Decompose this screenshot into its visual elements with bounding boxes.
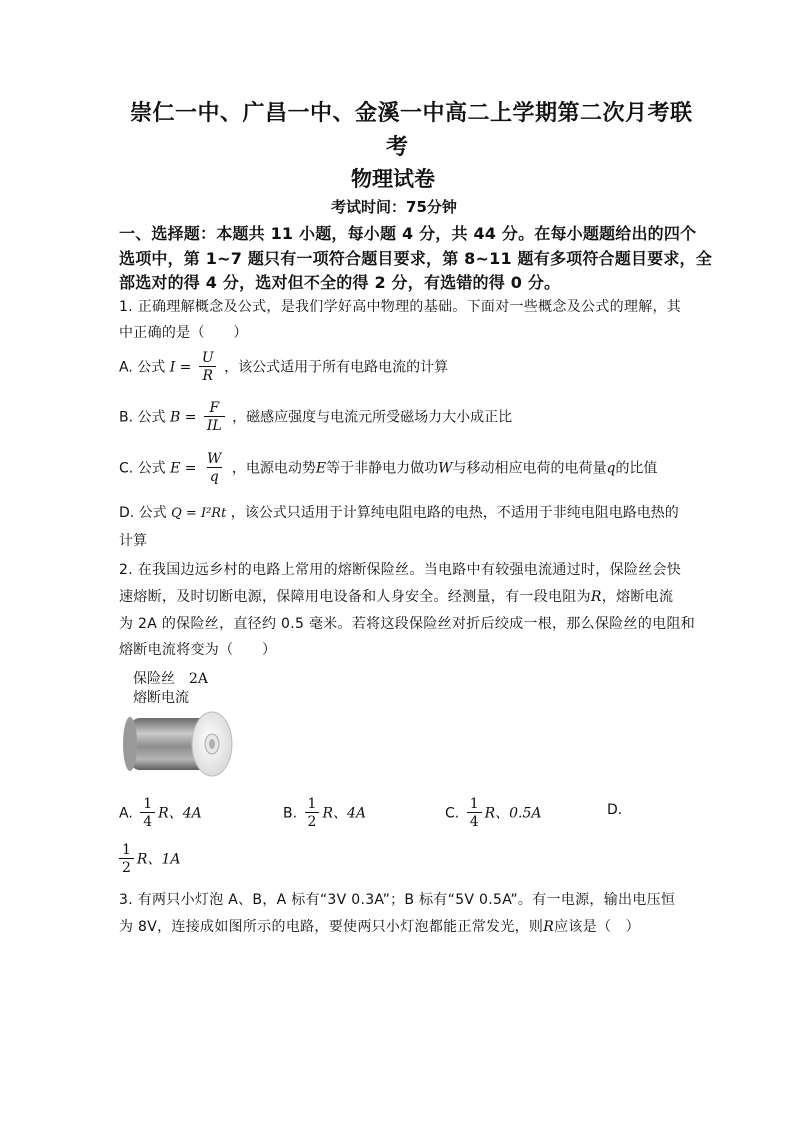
- figure-label-fuse: 保险丝 2A: [133, 671, 209, 687]
- section-instructions-line-1: 一、选择题：本题共 11 小题，每小题 4 分，共 44 分。在每小题题给出的四个: [119, 224, 697, 243]
- fraction-numerator: U: [201, 350, 214, 366]
- option-b-value: R、4A: [322, 805, 366, 822]
- option-a-fraction: [140, 796, 155, 831]
- option-c-text-3: 与移动相应电荷的电荷量: [452, 460, 607, 477]
- option-d-fraction: [119, 842, 134, 877]
- q2-option-a: [119, 796, 202, 831]
- subject-title: 物理试卷: [351, 167, 435, 191]
- spool-back-flange: [123, 717, 137, 771]
- q3-line2-text: 为 8V，连接成如图所示的电路，要使两只小灯泡都能正常发光，则: [119, 919, 544, 935]
- q2-option-d: [119, 842, 180, 877]
- option-b-text: ，磁感应强度与电流元所受磁场力大小成正比: [232, 409, 513, 426]
- option-a-prefix: A. 公式: [119, 359, 166, 376]
- formula-c-lhs: E =: [170, 460, 197, 477]
- option-d-text: ，该公式只适用于计算纯电阻电路的电热，不适用于非纯电阻电路电热的: [230, 505, 679, 521]
- option-d-prefix: D. 公式: [119, 505, 167, 521]
- fraction-denominator: IL: [204, 416, 225, 435]
- formula-b-fraction: [204, 400, 225, 435]
- option-c-fraction: [467, 796, 482, 831]
- fraction-denominator: q: [207, 467, 222, 486]
- fraction-denominator: 4: [467, 812, 482, 831]
- spool-hole: [209, 739, 215, 749]
- q2-option-b: [283, 796, 366, 831]
- figure-label-current: 熔断电流: [133, 690, 189, 706]
- q1-option-b: [119, 400, 512, 435]
- q2-stem-line-1: 2. 在我国边远乡村的电路上常用的熔断保险丝。当电路中有较强电流通过时，保险丝会快: [119, 562, 682, 578]
- page-title: 崇仁一中、广昌一中、金溪一中高二上学期第二次月考联: [130, 101, 693, 126]
- q2-stem-line-3: 为 2A 的保险丝，直径约 0.5 毫米。若将这段保险丝对折后绞成一根，那么保险丝的电阻和: [119, 616, 696, 632]
- formula-b-lhs: B =: [169, 409, 197, 426]
- q1-stem-line-2: 中正确的是（ ）: [119, 325, 248, 341]
- q2-stem-line-2: [119, 586, 673, 606]
- q2-stem-line-4: 熔断电流将变为（ ）: [119, 642, 277, 658]
- fraction-denominator: 4: [140, 812, 155, 831]
- page-title-continuation: 考: [386, 135, 409, 160]
- var-q: q: [606, 460, 616, 477]
- formula-c-fraction: [204, 451, 224, 486]
- option-c-text-4: 的比值: [615, 460, 658, 477]
- option-b-prefix: B. 公式: [119, 409, 166, 426]
- option-b-fraction: [305, 796, 320, 831]
- option-c-label: C.: [445, 805, 460, 822]
- option-c-text-1: ，电源电动势: [231, 460, 316, 477]
- option-d-value: R、1A: [136, 851, 181, 868]
- q1-option-d: [119, 502, 679, 522]
- q1-option-c: [119, 451, 657, 486]
- q3-stem-line-1: 3. 有两只小灯泡 A、B，A 标有“3V 0.3A”；B 标有“5V 0.5A”。有一电源，输出电压恒: [119, 892, 676, 908]
- fraction-numerator: 1: [143, 796, 153, 812]
- fraction-numerator: F: [209, 400, 220, 416]
- q3-stem-line-2: [119, 916, 640, 936]
- var-r: R: [590, 589, 602, 605]
- q2-option-c: [445, 796, 542, 831]
- var-e: E: [315, 460, 327, 477]
- fraction-numerator: 1: [122, 842, 131, 858]
- fraction-numerator: 1: [469, 796, 479, 812]
- option-a-text: ，该公式适用于所有电路电流的计算: [224, 359, 449, 376]
- exam-time: 考试时间：75分钟: [331, 198, 457, 216]
- option-c-value: R、0.5A: [484, 805, 542, 822]
- formula-a-fraction: [199, 350, 217, 385]
- section-instructions-line-2: 选项中，第 1~7 题只有一项符合题目要求，第 8~11 题有多项符合题目要求，全: [119, 249, 712, 268]
- q2-line2-text: 速熔断，及时切断电源，保障用电设备和人身安全。经测量，有一段电阻为: [119, 589, 591, 605]
- fraction-denominator: 2: [305, 812, 320, 831]
- q2-option-d-label: D.: [607, 802, 623, 818]
- q1-option-d-line-2: 计算: [119, 533, 147, 549]
- option-c-text-2: 等于非静电力做功: [326, 460, 439, 477]
- fraction-denominator: R: [199, 366, 216, 385]
- fraction-denominator: 2: [119, 858, 134, 877]
- q2-line2-end: ，熔断电流: [601, 589, 674, 605]
- fraction-numerator: W: [207, 451, 222, 467]
- formula-a-lhs: I =: [169, 359, 192, 376]
- option-c-prefix: C. 公式: [119, 460, 166, 477]
- fuse-wire-spool-image: [120, 708, 240, 778]
- var-w: W: [438, 460, 453, 477]
- option-a-value: R、4A: [158, 805, 202, 822]
- q1-option-a: [119, 350, 448, 385]
- section-instructions-line-3: 部选对的得 4 分，选对但不全的得 2 分，有选错的得 0 分。: [119, 273, 561, 292]
- q1-stem-line-1: 1. 正确理解概念及公式，是我们学好高中物理的基础。下面对一些概念及公式的理解，其: [119, 299, 682, 315]
- q3-line2-end: 应该是（ ）: [554, 919, 640, 935]
- var-r: R: [543, 919, 555, 935]
- fraction-numerator: 1: [307, 796, 317, 812]
- option-a-label: A.: [119, 805, 133, 822]
- formula-d: Q = I²Rt: [171, 506, 227, 521]
- option-b-label: B.: [283, 805, 298, 822]
